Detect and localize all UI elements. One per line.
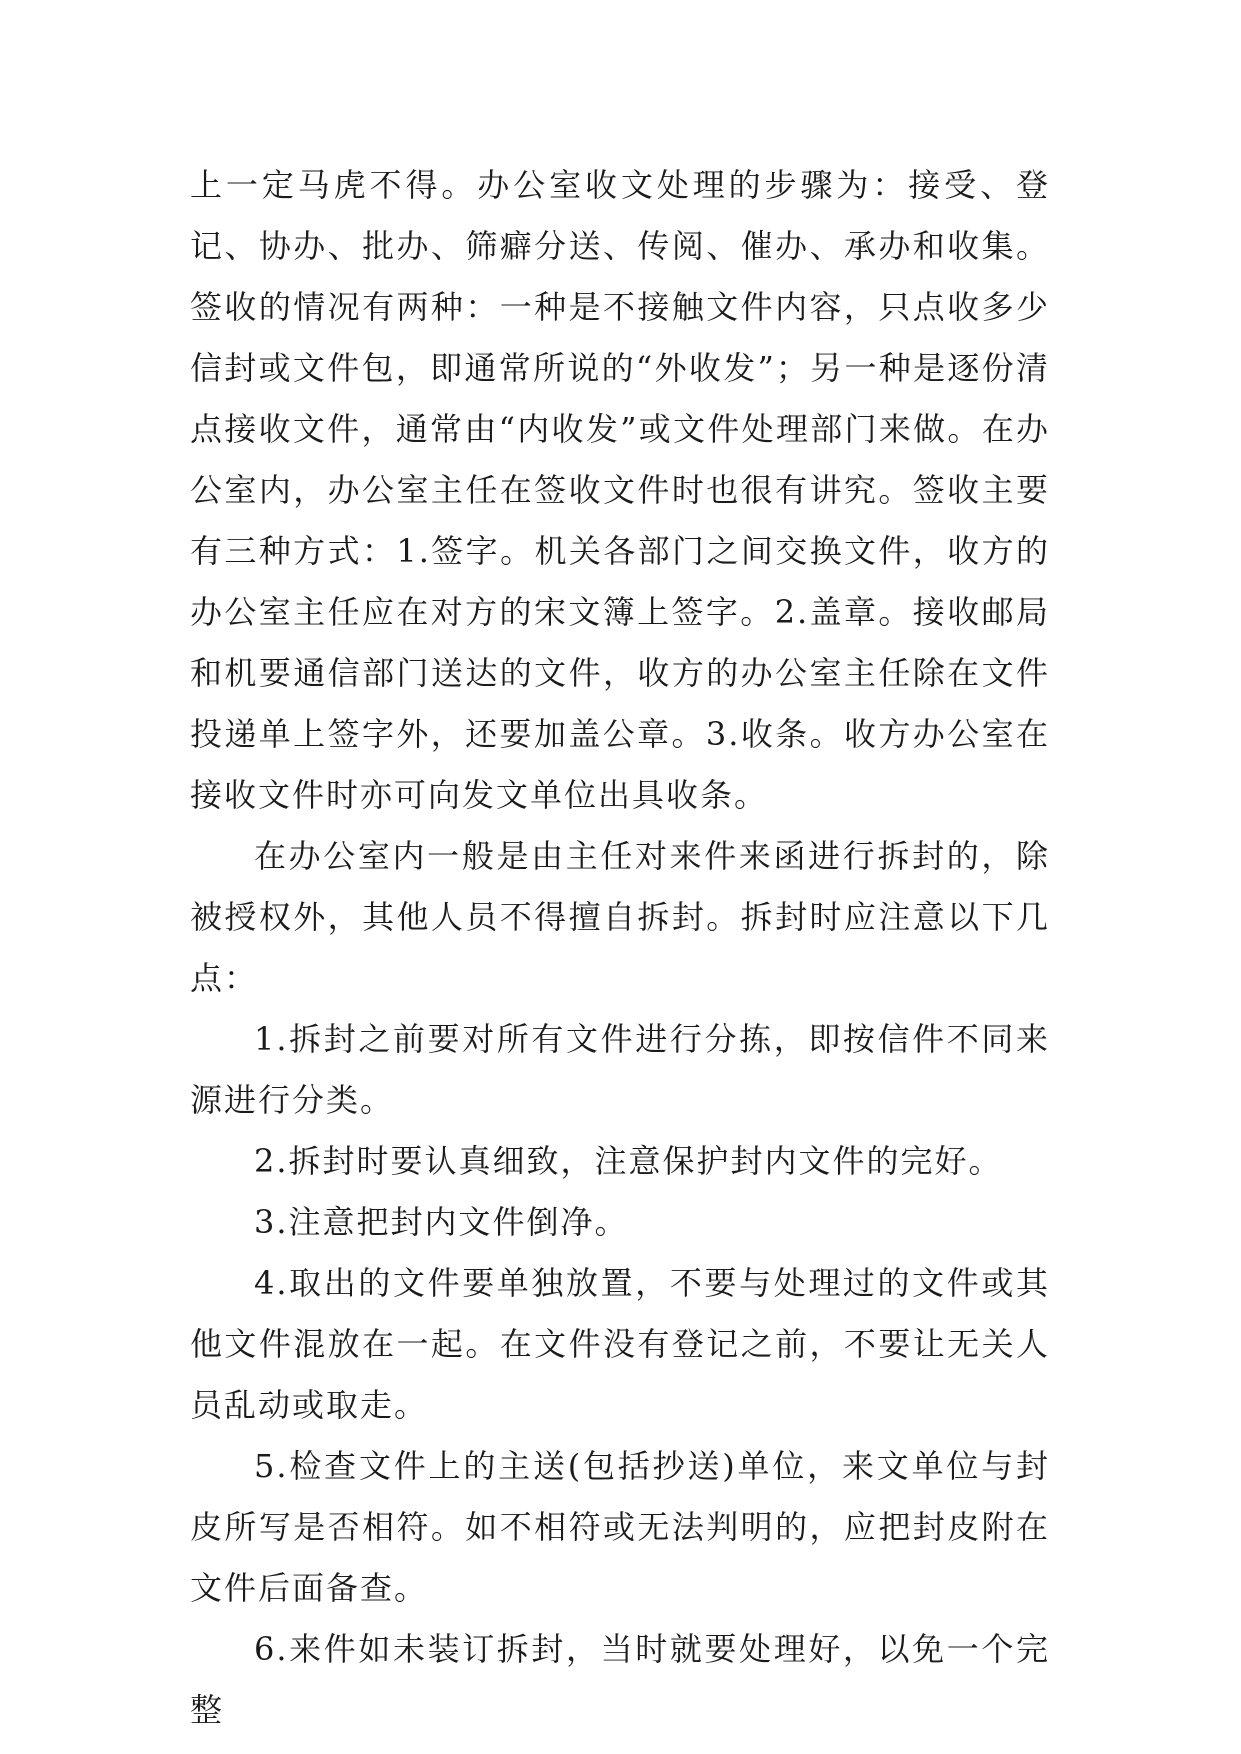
list-item-5: 5.检查文件上的主送(包括抄送)单位，来文单位与封皮所写是否相符。如不相符或无法判明的，应把封皮附在文件后面备查。: [190, 1447, 1050, 1607]
document-body: [190, 155, 1050, 1741]
list-item-2: 2.拆封时要认真细致，注意保护封内文件的完好。: [254, 1142, 1003, 1180]
list-item-1: 1.拆封之前要对所有文件进行分拣，即按信件不同来源进行分类。: [190, 1020, 1050, 1119]
paragraph-unsealing-intro: 在办公室内一般是由主任对来件来函进行拆封的，除被授权外，其他人员不得擅自拆封。拆封时应注意以下几点：: [190, 837, 1050, 997]
list-item-4: 4.取出的文件要单独放置，不要与处理过的文件或其他文件混放在一起。在文件没有登记之前，不要让无关人员乱动或取走。: [190, 1264, 1050, 1424]
list-item-3: 3.注意把封内文件倒净。: [254, 1203, 629, 1241]
list-item-6: 6.来件如未装订拆封，当时就要处理好，以免一个完整: [190, 1630, 1050, 1729]
paragraph-receiving-steps: 上一定马虎不得。办公室收文处理的步骤为：接受、登记、协办、批办、筛癖分送、传阅、催办、承办和收集。签收的情况有两种：一种是不接触文件内容，只点收多少信封或文件包，即通常所说的“外收发”；另一种是逐份清点接收文件，通常由“内收发”或文件处理部门来做。在办公室内，办公室主任在签收文件时也很有讲究。签收主要有三种方式：1.签字。机关各部门之间交换文件，收方的办公室主任应在对方的宋文簿上签字。2.盖章。接收邮局和机要通信部门送达的文件，收方的办公室主任除在文件投递单上签字外，还要加盖公章。3.收条。收方办公室在接收文件时亦可向发文单位出具收条。: [190, 166, 1050, 814]
